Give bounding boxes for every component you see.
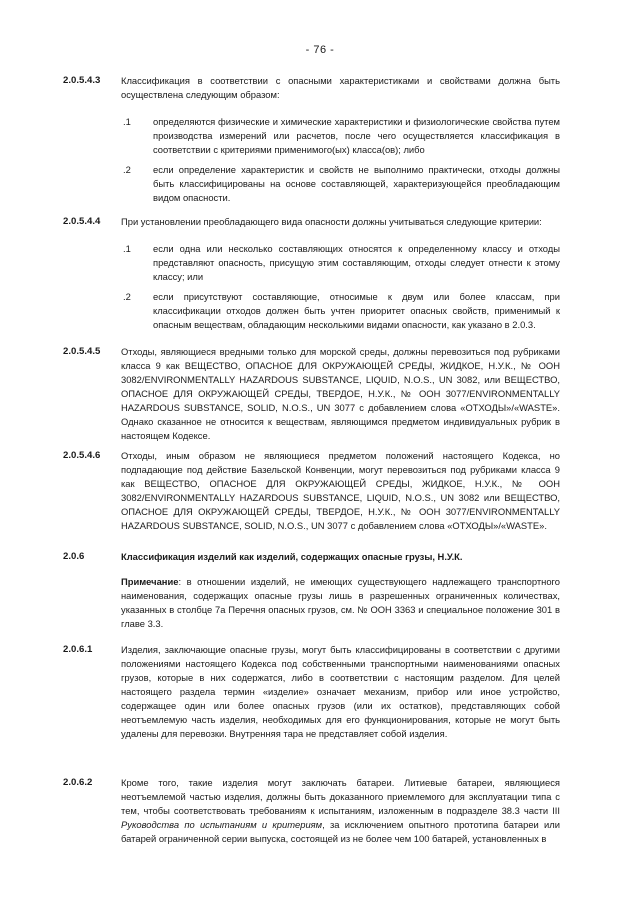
list-item-number: .2 <box>123 291 131 302</box>
section-text: При установлении преобладающего вида опасности должны учитываться следующие критерии: <box>121 216 542 227</box>
section-number: 2.0.5.4.5 <box>63 346 101 357</box>
list-item-text: если присутствуют составляющие, относимые к двум или более классам, при классификации отходов должен быть учтен приоритет опасных свойств, применимый к опасным веществам, обладающим несколькими видами опасности, как указано в 2.0.3. <box>153 291 560 330</box>
list-item-number: .2 <box>123 164 131 175</box>
note-text: : в отношении изделий, не имеющих существующего надлежащего транспортного наименования, содержащих опасные грузы лишь в разрешенных ограниченных количествах, указанных в столбце 7а Перечня опасных грузов, см. № ООН 3363 и специальное положение 301 в главе 3.3. <box>121 576 560 629</box>
list-item-text: если одна или несколько составляющих относятся к определенному классу и отходы представляют опасность, присущую этим составляющим, отходы следует отнести к этому классу; или <box>153 243 560 282</box>
section-text: Отходы, являющиеся вредными только для морской среды, должны перевозиться под рубриками класса 9 как ВЕЩЕСТВО, ОПАСНОЕ ДЛЯ ОКРУЖАЮЩЕЙ СРЕДЫ, ЖИДКОЕ, Н.У.К., № ООН 3082/ENVIRONMENTALLY HAZARDOUS SUBSTANCE, LIQUID, N.O.S., UN 3082, или ВЕЩЕСТВО, ОПАСНОЕ ДЛЯ ОКРУЖАЮЩЕЙ СРЕДЫ, ТВЕРДОЕ, Н.У.К., № ООН 3077/ENVIRONMENTALLY HAZARDOUS SUBSTANCE, SOLID, N.O.S., UN 3077 с добавлением слова «ОТХОДЫ»/«WASTE». Однако сказанное не относится к веществам, являющимся предметом индивидуальных рубрик в настоящем Кодексе. <box>121 346 560 441</box>
section-number: 2.0.5.4.6 <box>63 450 101 461</box>
list-item-text: если определение характеристик и свойств не выполнимо практически, отходы должны быть классифицированы на основе составляющей, характеризующейся преобладающим видом опасности. <box>153 164 560 203</box>
section-text-part: Кроме того, такие изделия могут заключать батареи. Литиевые батареи, являющиеся неотъемлемой частью изделия, должны быть доказанного приемлемого для эксплуатации типа с тем, чтобы соответствовать требованиям к испытаниям, изложенным в подразделе 38.3 части III <box>121 777 560 816</box>
page-number: - 76 - <box>305 44 335 56</box>
section-number: 2.0.6 <box>63 551 85 562</box>
note-label: Примечание <box>121 576 179 587</box>
section-number: 2.0.6.2 <box>63 777 93 788</box>
section-number: 2.0.5.4.4 <box>63 216 101 227</box>
list-item-number: .1 <box>123 116 131 127</box>
section-number: 2.0.5.4.3 <box>63 75 101 86</box>
section-number: 2.0.6.1 <box>63 644 93 655</box>
list-item-text: определяются физические и химические характеристики и физиологические свойства путем производства измерений или расчетов, после чего осуществляется классификация в соответствии с критериями применимого(ых) класса(ов); либо <box>153 116 560 155</box>
section-text: Классификация в соответствии с опасными характеристиками и свойствами должна быть осуществлена следующим образом: <box>121 75 560 100</box>
section-text <box>121 776 560 846</box>
section-text-part: , за исключением опытного прототипа батареи или батарей ограниченной серии выпуска, состоящей из не более чем 100 батарей, установленных в <box>121 819 560 844</box>
note-paragraph <box>121 575 560 631</box>
section-text: Отходы, иным образом не являющиеся предметом положений настоящего Кодекса, но подпадающие под действие Базельской Конвенции, могут перевозиться под рубриками класса 9 как ВЕЩЕСТВО, ОПАСНОЕ ДЛЯ ОКРУЖАЮЩЕЙ СРЕДЫ, ЖИДКОЕ, Н.У.К., № ООН 3082/ENVIRONMENTALLY HAZARDOUS SUBSTANCE, LIQUID, N.O.S., UN 3082 или ВЕЩЕСТВО, ОПАСНОЕ ДЛЯ ОКРУЖАЮЩЕЙ СРЕДЫ, ТВЕРДОЕ, Н.У.К., № ООН 3077/ENVIRONMENTALLY HAZARDOUS SUBSTANCE, SOLID, N.O.S., UN 3077 с добавлением слова «ОТХОДЫ»/«WASTE». <box>121 450 560 531</box>
section-heading: Классификация изделий как изделий, содержащих опасные грузы, Н.У.К. <box>121 551 463 562</box>
document-title-italic: Руководства по испытаниям и критериям <box>121 819 323 830</box>
section-text: Изделия, заключающие опасные грузы, могут быть классифицированы в соответствии с другими положениями настоящего Кодекса под собственными транспортными наименованиями опасных грузов, которые в них содержатся, либо в соответствии с настоящим разделом. Для целей настоящего раздела термин «изделие» означает механизм, прибор или иное устройство, содержащее один или более опасных грузов (или их остатков), представляющих собой неотъемлемую часть изделия, необходимых для его функционирования, которые не могут быть удалены для перевозки. Внутренняя тара не представляет собой изделия. <box>121 644 560 739</box>
list-item-number: .1 <box>123 243 131 254</box>
